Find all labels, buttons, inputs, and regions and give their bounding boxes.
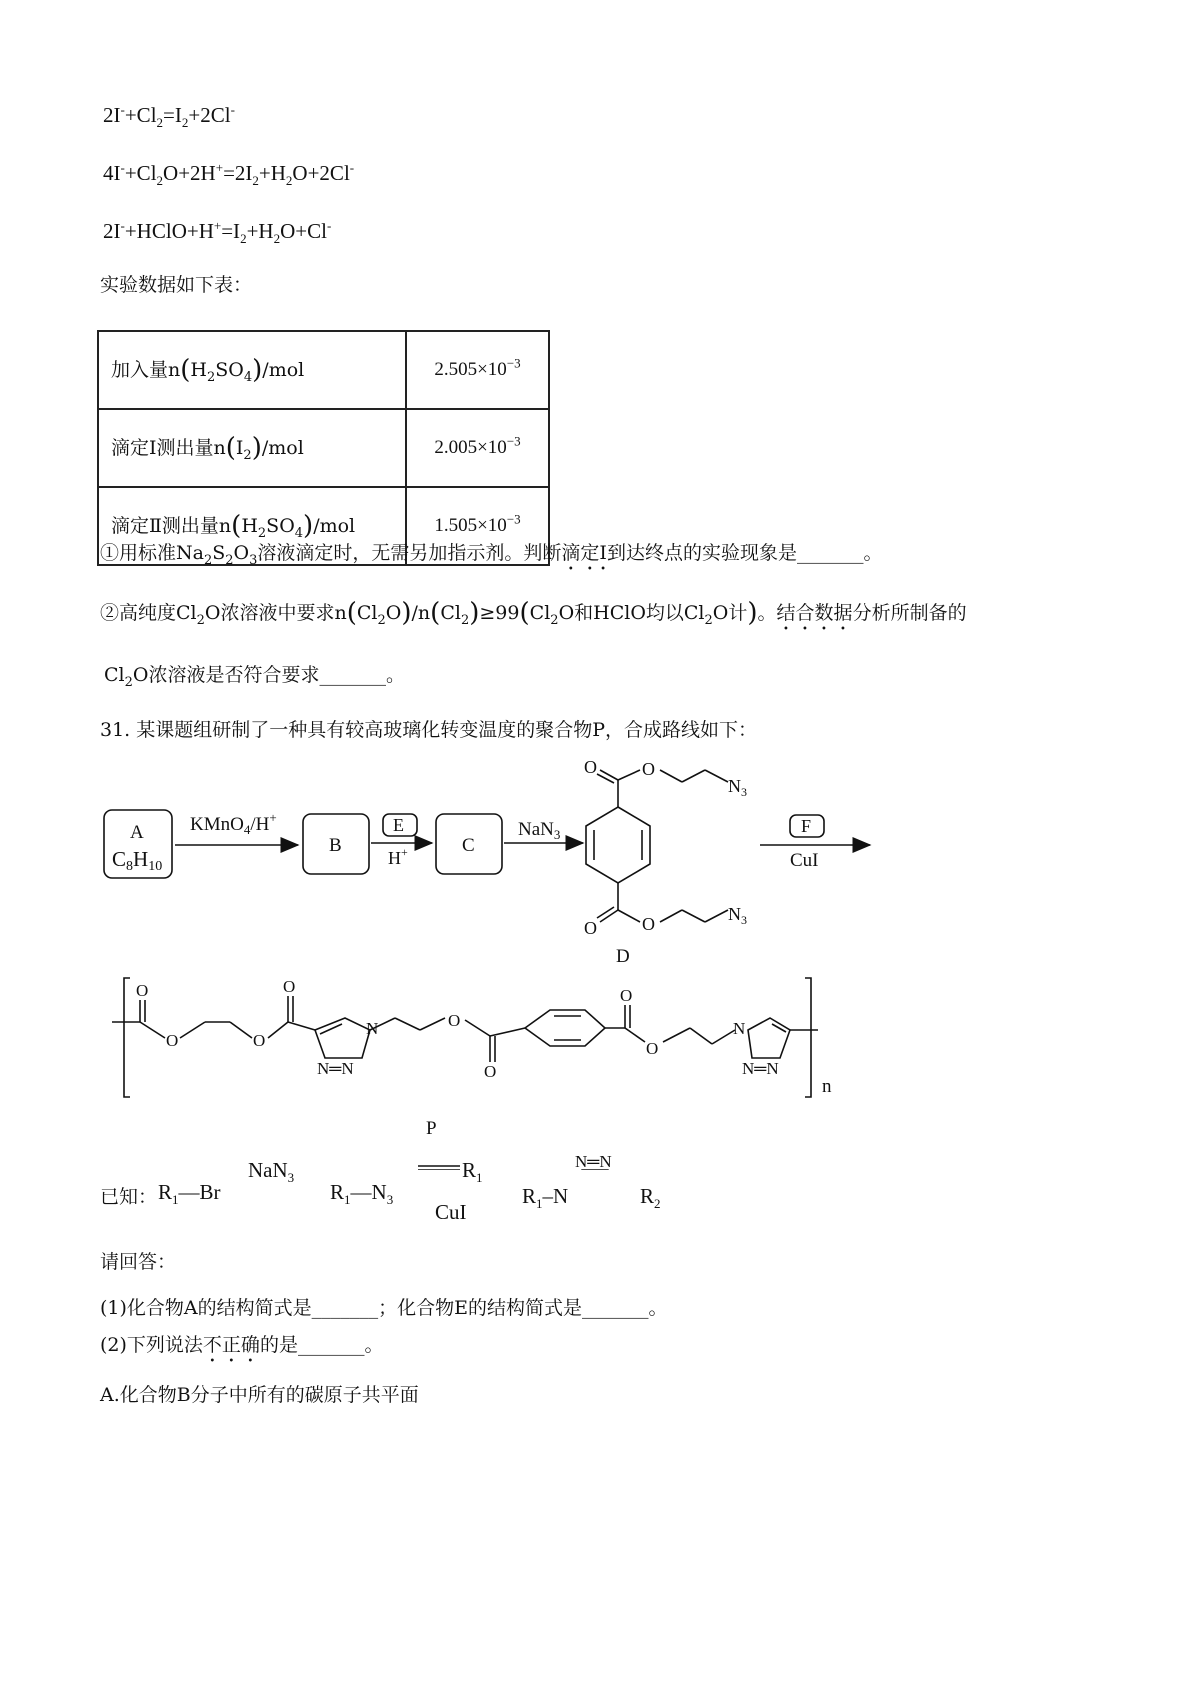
P-triazole-1	[315, 1018, 370, 1058]
known-r1-br: $R_1—Br$	[158, 1180, 221, 1208]
D-bottom-O-ester: O	[642, 914, 655, 934]
reagent-nan3: NaN$_3$	[518, 819, 561, 842]
equation-2: $4I^-+Cl_2O+2H^+=2I_2+H_2O+2Cl^-$	[103, 160, 355, 189]
problem-31-stem: 31. 某课题组研制了一种具有较高玻璃化转变温度的聚合物P，合成路线如下：	[100, 719, 758, 741]
known-product-r2: $R_2$	[640, 1184, 661, 1212]
acid-label: H+	[388, 845, 408, 868]
P-atom-O: O	[136, 981, 149, 1000]
known-r1-n3: $R_1—N_3$	[330, 1180, 394, 1208]
question-2-line-1: ②高纯度$Cl_2O$浓溶液中要求$n(Cl_2O)/n(Cl_2)\ge 99(Cl_2O$和HClO均以$Cl_2O$计)。结合数据分析所制备的	[100, 598, 967, 628]
D-top-N3: $N_3$	[728, 776, 747, 799]
compound-A-formula: C8H10	[112, 847, 163, 874]
P-atom-N1b: N	[733, 1019, 746, 1038]
compound-C-label: C	[462, 835, 475, 856]
question-1: ①用标准$Na_2S_2O_3$溶液滴定时，无需另加指示剂。判断滴定Ⅰ到达终点的实验现象是_______。	[100, 542, 883, 568]
data-table	[97, 330, 550, 566]
table-value-3: $1.505\times 10^{-3}$	[406, 487, 549, 565]
P-left-bracket	[124, 978, 130, 1097]
P-atom-O: O	[646, 1039, 659, 1058]
P-atom-O: O	[484, 1062, 497, 1081]
polymer-n: n	[822, 1076, 832, 1097]
reagent-E-label: E	[393, 815, 404, 835]
catalyst-cui: CuI	[790, 850, 819, 871]
reagent-F-label: F	[801, 816, 812, 836]
table-intro: 实验数据如下表：	[100, 274, 253, 296]
table-label-3: 滴定Ⅱ测出量$n(H_2SO_4)$/mol	[98, 487, 406, 565]
P-atom-N1: N	[366, 1019, 379, 1038]
P-atom-O: O	[283, 977, 296, 996]
D-bottom-O-carbonyl: O	[584, 918, 597, 938]
table-row	[98, 331, 549, 409]
table-value-2: $2.005\times 10^{-3}$	[406, 409, 549, 487]
P-atom-O: O	[448, 1011, 461, 1030]
known-product-r1: $R_1-N$	[522, 1184, 569, 1212]
D-top-O-carbonyl: O	[584, 757, 597, 777]
P-atom-O: O	[253, 1031, 266, 1050]
table-label-1: 加入量$n(H_2SO_4)$/mol	[98, 331, 406, 409]
sub-question-1: (1)化合物A的结构简式是_______；化合物E的结构简式是_______。	[100, 1297, 668, 1319]
question-2-line-2: $Cl_2O$浓溶液是否符合要求_______。	[104, 664, 405, 690]
option-A: A.化合物B分子中所有的碳原子共平面	[100, 1384, 419, 1406]
P-atom-O: O	[620, 986, 633, 1005]
D-bottom-N3: $N_3$	[728, 904, 747, 927]
answer-prompt: 请回答：	[100, 1251, 177, 1273]
sub-question-2: (2)下列说法不正确的是_______。	[100, 1334, 384, 1356]
compound-A-label: A	[130, 822, 144, 843]
table-row	[98, 409, 549, 487]
D-benzene-ring	[586, 807, 650, 883]
known-cui: CuI	[435, 1200, 467, 1224]
equation-1: $2I^-+Cl_2=I_2+2Cl^-$	[103, 102, 235, 131]
polymer-P-label: P	[426, 1118, 437, 1139]
known-alkyne-r1: $R_1$	[462, 1158, 483, 1186]
known-product-nn: N═N	[575, 1152, 612, 1171]
reagent-kmno4: KMnO$_4$/H+	[190, 810, 277, 837]
table-value-1: $2.505\times 10^{-3}$	[406, 331, 549, 409]
P-atom-N2N3: N═N	[317, 1059, 354, 1078]
P-right-bracket	[805, 978, 811, 1097]
D-top-O-ester: O	[642, 759, 655, 779]
synthesis-scheme	[0, 750, 1200, 1170]
known-nan3: NaN$_3$	[248, 1158, 295, 1186]
known-prefix: 已知：	[100, 1186, 158, 1208]
compound-D-label: D	[616, 946, 630, 967]
P-atom-N2N3b: N═N	[742, 1059, 779, 1078]
P-atom-O: O	[166, 1031, 179, 1050]
equation-3: $2I^-+HClO+H^+=I_2+H_2O+Cl^-$	[103, 218, 332, 247]
table-label-2: 滴定Ⅰ测出量$n(I_2)$/mol	[98, 409, 406, 487]
compound-B-label: B	[329, 835, 342, 856]
P-triazole-2	[748, 1018, 790, 1058]
